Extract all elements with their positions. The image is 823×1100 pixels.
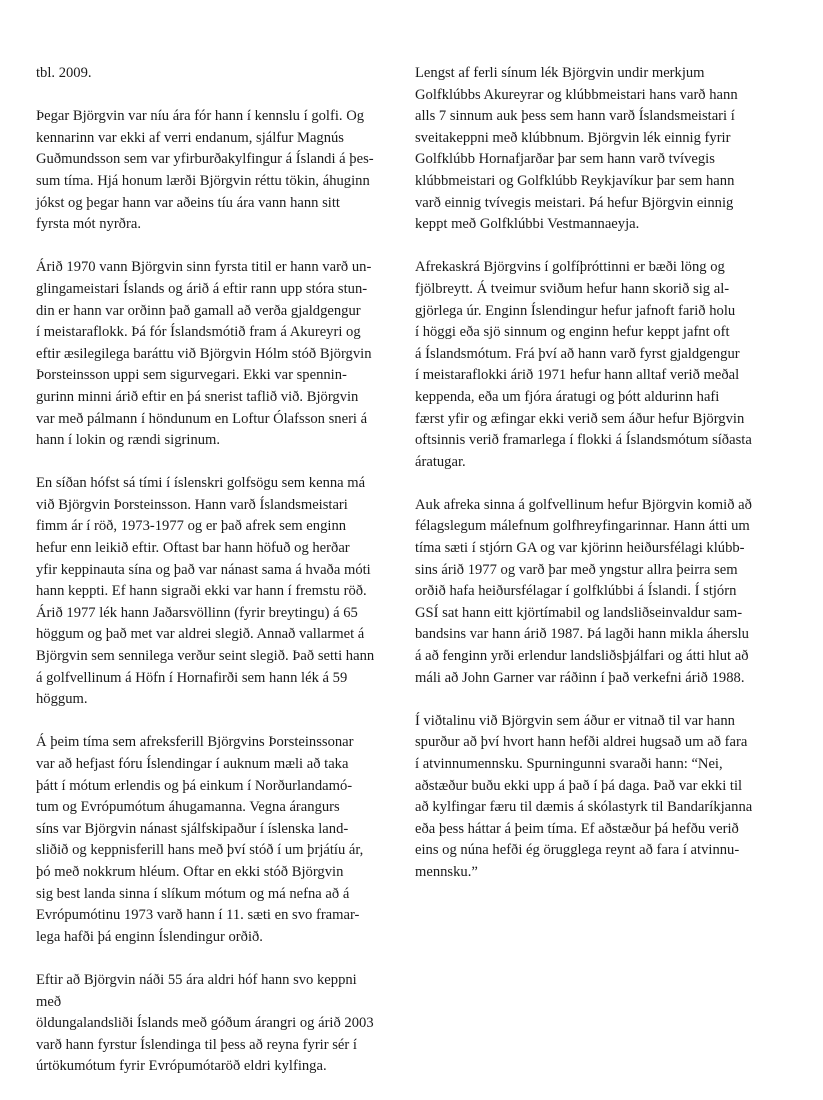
paragraph: [36, 732, 392, 948]
text-line: Árið 1977 lék hann Jaðarsvöllinn (fyrir breytingu) á 65: [36, 604, 358, 621]
paragraph: [36, 63, 392, 85]
text-line: din er hann var orðinn það gamall að verða gjaldgengur: [36, 302, 361, 319]
paragraph: [415, 63, 781, 236]
text-line: höggum.: [36, 691, 88, 708]
text-line: í höggi eða sjö sinnum og enginn hefur keppt jafnt oft: [415, 324, 730, 341]
text-line: fjölbreytt. Á tveimur sviðum hefur hann skorið sig al-: [415, 280, 730, 297]
text-line: síns var Björgvin nánast sjálfskipaður í íslenska land-: [36, 820, 349, 837]
text-line: oftsinnis verið framarlega í flokki á Íslandsmótum síðasta: [415, 432, 752, 449]
text-line: þó með nokkrum hléum. Oftar en ekki stóð Björgvin: [36, 863, 344, 880]
left-column: [36, 63, 392, 1100]
text-line: sveitakeppni með klúbbnum. Björgvin lék einnig fyrir: [415, 129, 731, 146]
text-line: úrtökumótum fyrir Evrópumótaröð eldri kylfinga.: [36, 1058, 327, 1075]
text-line: á Íslandsmótum. Frá því að hann varð fyrst gjaldgengur: [415, 345, 740, 362]
text-line: keppenda, eða um fjóra áratugi og þótt aldurinn hafi: [415, 388, 720, 405]
text-line: En síðan hófst sá tími í íslenskri golfsögu sem kenna má: [36, 475, 366, 492]
paragraph: [36, 257, 392, 451]
text-line: klúbbmeistari og Golfklúbb Reykjavíkur þar sem hann: [415, 172, 735, 189]
text-line: Í viðtalinu við Björgvin sem áður er vitnað til var hann: [415, 712, 735, 729]
text-line: lega hafði þá enginn Íslendingur orðið.: [36, 928, 263, 945]
text-line: orðið hafa heiðursfélagar í golfklúbbi á Íslandi. Í stjórn: [415, 583, 737, 600]
text-line: Eftir að Björgvin náði 55 ára aldri hóf hann svo keppni: [36, 971, 357, 988]
paragraph: [36, 106, 392, 236]
text-line: höggum og það met var aldrei slegið. Annað vallarmet á: [36, 626, 365, 643]
text-line: tum og Evrópumótum áhugamanna. Vegna árangurs: [36, 799, 340, 816]
text-line: að kylfingar færu til dæmis á skólastyrk til Bandaríkjanna: [415, 799, 753, 816]
text-line: yfir keppinauta sína og það var nánast sama á hvaða móti: [36, 561, 371, 578]
text-line: áratugar.: [415, 453, 466, 470]
text-line: Björgvin sem sennilega verður seint slegið. Það setti hann: [36, 648, 375, 665]
text-line: aðstæður buðu ekki upp á það í þá daga. Það var ekki til: [415, 777, 743, 794]
text-line: varð einnig tvívegis meistari. Þá hefur Björgvin einnig: [415, 194, 734, 211]
text-line: færst yfir og æfingar ekki verið sem áður hefur Björgvin: [415, 410, 745, 427]
text-line: kennarinn var ekki af verri endanum, sjálfur Magnús: [36, 129, 344, 146]
text-line: í meistaraflokk. Þá fór Íslandsmótið fram á Akureyri og: [36, 324, 361, 341]
text-line: í meistaraflokki árið 1971 hefur hann alltaf verið meðal: [415, 367, 740, 384]
text-line: við Björgvin Þorsteinsson. Hann varð Íslandsmeistari: [36, 496, 348, 513]
text-line: þátt í mótum erlendis og þá einkum í Norðurlandamó-: [36, 777, 353, 794]
text-line: gurinn minni árið eftir en þá snerist taflið við. Björgvin: [36, 388, 359, 405]
text-line: alls 7 sinnum auk þess sem hann varð Íslandsmeistari í: [415, 108, 735, 125]
text-line: tbl. 2009.: [36, 65, 92, 81]
text-line: var með pálmann í höndunum en Loftur Ólafsson sneri á: [36, 410, 368, 427]
text-line: GSÍ sat hann eitt kjörtímabil og landsliðseinvaldur sam-: [415, 604, 743, 621]
text-line: sins árið 1977 og varð þar með yngstur allra þeirra sem: [415, 561, 738, 578]
text-line: félagslegum málefnum golfhreyfingarinnar. Hann átti um: [415, 518, 750, 535]
text-line: mennsku.”: [415, 863, 478, 880]
text-line: tíma sæti í stjórn GA og var kjörinn heiðursfélagi klúbb-: [415, 540, 745, 557]
text-line: Golfklúbbs Akureyrar og klúbbmeistari hans varð hann: [415, 86, 738, 103]
text-line: á að fenginn yrði erlendur landsliðsþjálfari og átti hlut að: [415, 648, 749, 665]
text-line: í atvinnumennsku. Spurningunni svaraði hann: “Nei,: [415, 756, 723, 772]
text-line: eftir æsilegilega baráttu við Björgvin Hólm stóð Björgvin: [36, 345, 372, 362]
text-line: fyrsta mót nyrðra.: [36, 216, 141, 233]
text-line: bandsins var hann árið 1987. Þá lagði hann mikla áherslu: [415, 626, 749, 643]
text-line: Lengst af ferli sínum lék Björgvin undir merkjum: [415, 65, 705, 81]
text-line: varð hann fyrstur Íslendinga til þess að reyna fyrir sér í: [36, 1036, 357, 1053]
text-line: öldungalandsliði Íslands með góðum árangri og árið 2003: [36, 1015, 374, 1032]
text-line: Afrekaskrá Björgvins í golfíþróttinni er bæði löng og: [415, 259, 725, 276]
text-line: hefur enn leikið eftir. Oftast bar hann höfuð og herðar: [36, 540, 350, 557]
text-line: Auk afreka sinna á golfvellinum hefur Björgvin komið að: [415, 496, 752, 513]
text-line: með: [36, 993, 62, 1010]
paragraph: [415, 711, 781, 884]
text-line: máli að John Garner var ráðinn í það verkefni árið 1988.: [415, 669, 745, 686]
text-line: sum tíma. Hjá honum lærði Björgvin réttu tökin, áhuginn: [36, 172, 370, 189]
text-line: var að hefjast fóru Íslendingar í auknum mæli að taka: [36, 756, 349, 772]
paragraph: [415, 495, 781, 689]
text-line: á golfvellinum á Höfn í Hornafirði sem hann lék á 59: [36, 669, 348, 686]
text-line: eins og núna hefði ég örugglega reynt að fara í atvinnu-: [415, 842, 740, 859]
text-line: Árið 1970 vann Björgvin sinn fyrsta titil er hann varð un-: [36, 259, 372, 276]
text-line: hann í lokin og rændi sigrinum.: [36, 432, 221, 449]
text-line: Golfklúbb Hornafjarðar þar sem hann varð tvívegis: [415, 151, 715, 168]
text-line: Á þeim tíma sem afreksferill Björgvins Þorsteinssonar: [36, 734, 354, 751]
text-line: eða þess háttar á þeim tíma. Ef aðstæður þá hefðu verið: [415, 820, 739, 837]
text-line: sig best landa sinna í slíkum mótum og má nefna að á: [36, 885, 350, 902]
text-line: Evrópumótinu 1973 varð hann í 11. sæti en svo framar-: [36, 907, 360, 924]
paragraph: [415, 257, 781, 473]
text-line: spurður að því hvort hann hefði aldrei hugsað um að fara: [415, 734, 748, 751]
paragraph: [36, 473, 392, 711]
text-line: sliðið og keppnisferill hans með því stóð í um þrjátíu ár,: [36, 842, 364, 859]
text-line: fimm ár í röð, 1973-1977 og er það afrek sem enginn: [36, 518, 347, 535]
text-line: glingameistari Íslands og árið á eftir rann upp stóra stun-: [36, 280, 368, 297]
text-line: Þegar Björgvin var níu ára fór hann í kennslu í golfi. Og: [36, 108, 365, 125]
text-line: Guðmundsson sem var yfirburðakylfingur á Íslandi á þes-: [36, 151, 374, 168]
text-line: hann keppti. Ef hann sigraði ekki var hann í fremstu röð.: [36, 583, 367, 600]
text-line: Þorsteinsson uppi sem sigurvegari. Ekki var spennin-: [36, 367, 347, 384]
right-column: [415, 63, 781, 905]
text-line: jókst og þegar hann var aðeins tíu ára vann hann sitt: [36, 194, 340, 211]
text-line: gjörlega úr. Enginn Íslendingur hefur jafnoft farið holu: [415, 302, 736, 319]
text-line: keppt með Golfklúbbi Vestmannaeyja.: [415, 216, 640, 233]
